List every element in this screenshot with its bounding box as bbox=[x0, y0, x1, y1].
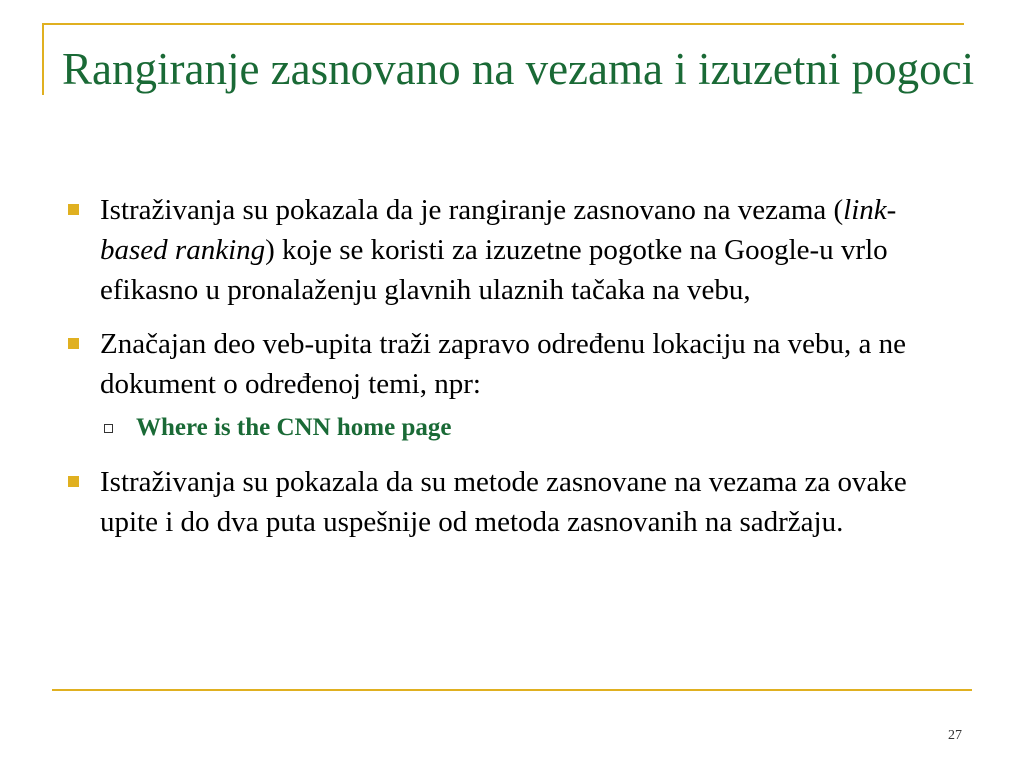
square-bullet-icon bbox=[68, 476, 79, 487]
square-bullet-icon bbox=[68, 338, 79, 349]
bullet-item-2 bbox=[62, 324, 962, 404]
slide-title: Rangiranje zasnovano na vezama i izuzetni pogoci bbox=[62, 44, 975, 94]
slide-content bbox=[62, 190, 962, 556]
bullet-text-post: ) koje se koristi za izuzetne pogotke na Google-u vrlo efikasno u pronalaženju glavnih ulaznih tačaka na vebu, bbox=[100, 234, 888, 306]
hollow-square-bullet-icon bbox=[104, 424, 113, 433]
page-number: 27 bbox=[948, 728, 962, 743]
sub-bullet-item bbox=[62, 412, 962, 444]
bullet-text: Istraživanja su pokazala da su metode zasnovane na vezama za ovake upite i do dva puta uspešnije od metoda zasnovanih na sadržaju. bbox=[100, 466, 907, 538]
bullet-text-italic: link-based ranking bbox=[100, 194, 897, 266]
bullet-text-pre: Istraživanja su pokazala da je rangiranje zasnovano na vezama ( bbox=[100, 194, 844, 226]
bullet-text: Značajan deo veb-upita traži zapravo određenu lokaciju na vebu, a ne dokument o određenoj temi, npr: bbox=[100, 328, 906, 400]
bullet-item-3 bbox=[62, 462, 962, 542]
footer-divider bbox=[52, 689, 972, 691]
square-bullet-icon bbox=[68, 204, 79, 215]
sub-bullet-text: Where is the CNN home page bbox=[136, 414, 452, 441]
bullet-item-1 bbox=[62, 190, 962, 310]
frame-left-line bbox=[42, 23, 44, 95]
frame-top-line bbox=[42, 23, 964, 25]
